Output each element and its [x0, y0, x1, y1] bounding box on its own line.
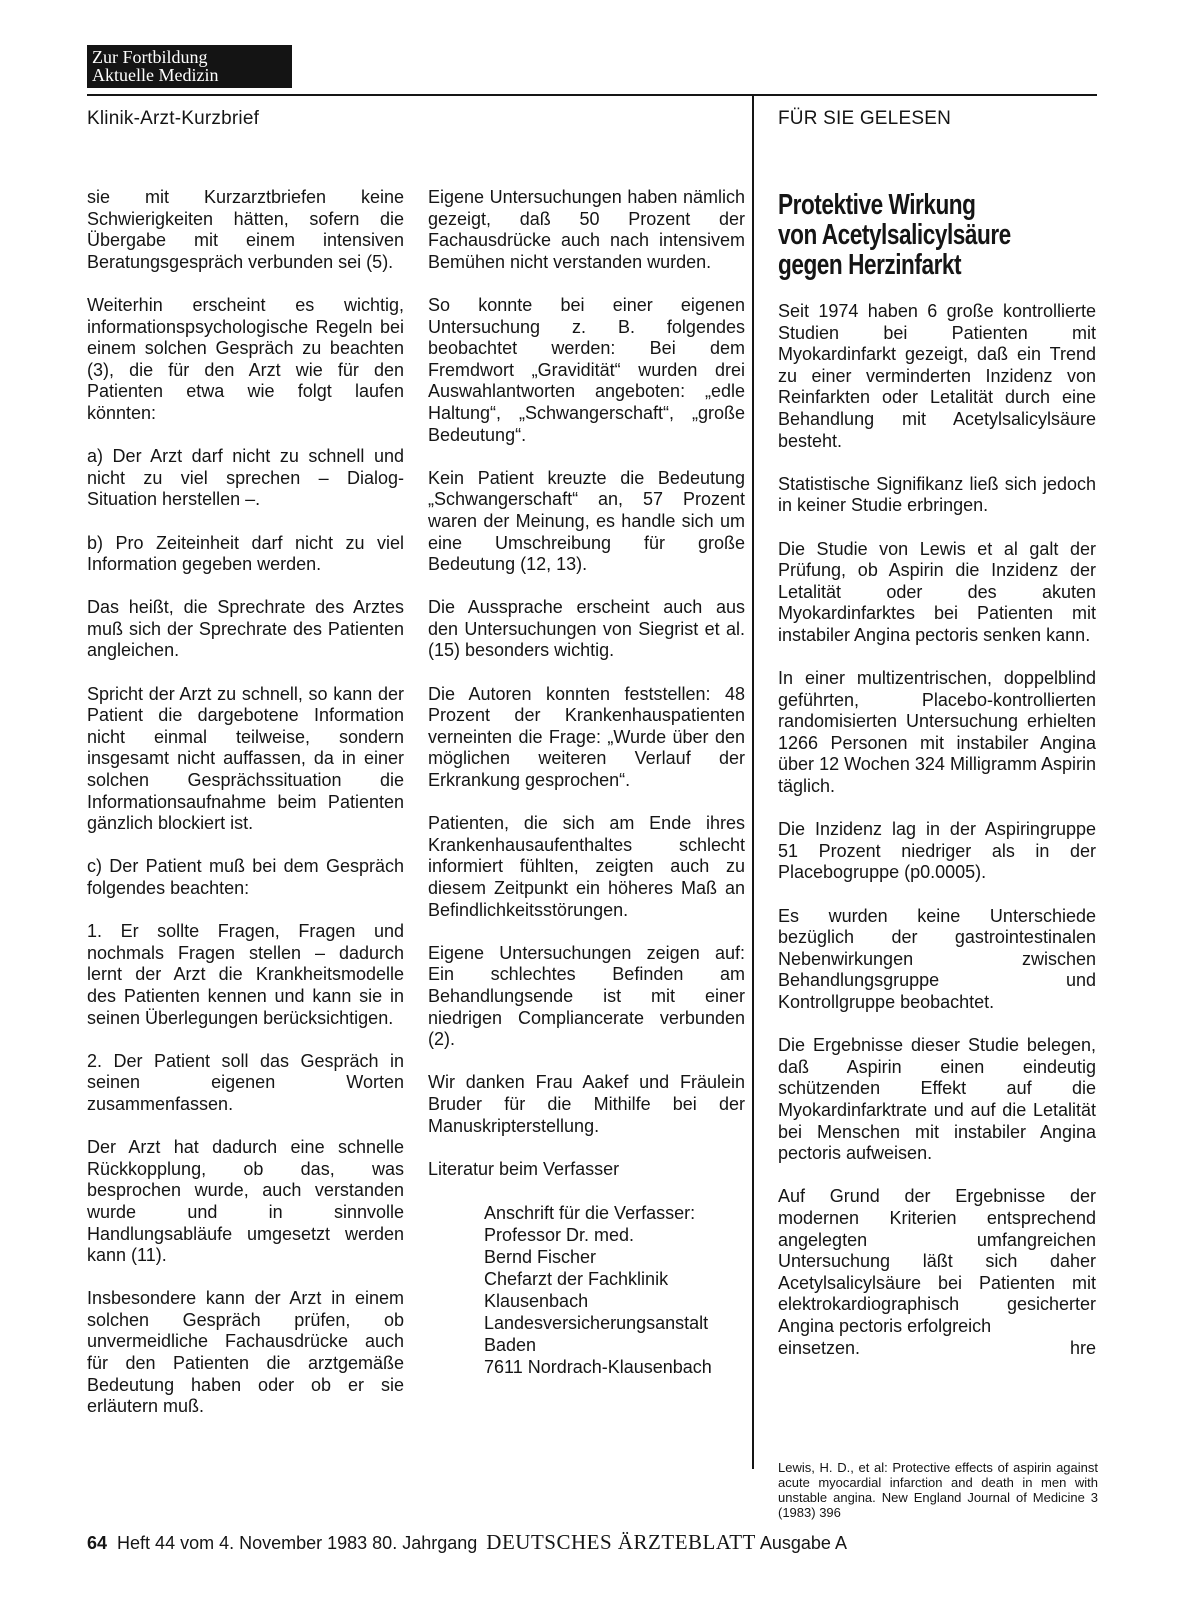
- paragraph: 1. Er sollte Fragen, Fragen und nochmals Fragen stellen – dadurch lernt der Arzt die Krankheitsmodelle des Patienten kennen und kann sie in seinen Überlegungen berücksichtigen.: [87, 921, 404, 1028]
- paragraph: Auf Grund der Ergebnisse der modernen Kriterien entsprechend angelegten umfangreichen Untersuchung läßt sich daher Acetylsalicylsäure bei Patienten mit elektrokardiographisch gesicherter Angina pectoris erfolgreich: [778, 1186, 1096, 1336]
- journal-name: DEUTSCHES ÄRZTEBLATT: [486, 1530, 756, 1554]
- paragraph: Eigene Untersuchungen zeigen auf: Ein schlechtes Befinden am Behandlungsende ist mit einer niedrigen Compliancerate verbunden (2).: [428, 942, 745, 1050]
- paragraph: Seit 1974 haben 6 große kontrollierte Studien bei Patienten mit Myokardinfarkt gezeigt, daß ein Trend zu einer verminderten Inzidenz von Reinfarkten oder Letalität durch eine Behandlung mit Acetylsalicylsäure besteht.: [778, 301, 1096, 451]
- paragraph: Patienten, die sich am Ende ihres Krankenhausaufenthaltes schlecht informiert fühlten, zeigten auch zu diesem Zeitpunkt ein höheres Maß an Befindlichkeitsstörungen.: [428, 813, 745, 920]
- section-title-right: FÜR SIE GELESEN: [778, 108, 951, 129]
- signoff-word: einsetzen.: [778, 1337, 861, 1358]
- headline-line: Protektive Wirkung: [778, 189, 976, 221]
- address-line: Landesversicherungsanstalt: [484, 1312, 709, 1333]
- paragraph: Eigene Untersuchungen haben nämlich gezeigt, daß 50 Prozent der Fachausdrücke auch nach intensivem Bemühen nicht verstanden wurden.: [428, 187, 745, 272]
- paragraph: Spricht der Arzt zu schnell, so kann der Patient die dargebotene Information nicht einmal teilweise, sondern insgesamt nicht auffassen, da in einer solchen Gesprächssituation die Informationsaufnahme beim Patienten gänzlich blockiert ist.: [87, 683, 404, 834]
- section-label-box: [87, 45, 292, 88]
- paragraph: Die Inzidenz lag in der Aspiringruppe 51 Prozent niedriger als in der Placebogruppe (p0.0005).: [778, 819, 1096, 883]
- label-line-2: Aktuelle Medizin: [92, 65, 219, 85]
- page-number: 64: [87, 1533, 108, 1553]
- literature-note: Literatur beim Verfasser: [428, 1158, 620, 1179]
- paragraph: b) Pro Zeiteinheit darf nicht zu viel Information gegeben werden.: [87, 532, 404, 575]
- paragraph: Wir danken Frau Aakef und Fräulein Bruder für die Mithilfe bei der Manuskripterstellung.: [428, 1072, 745, 1136]
- address-line: 7611 Nordrach-Klausenbach: [484, 1356, 712, 1377]
- paragraph: Es wurden keine Unterschiede bezüglich der gastrointestinalen Nebenwirkungen zwischen Behandlungsgruppe und Kontrollgruppe beobachtet.: [778, 905, 1096, 1012]
- paragraph: Der Arzt hat dadurch eine schnelle Rückkopplung, ob das, was besprochen wurde, auch verstanden wurde und in sinnvolle Handlungsabläufe umgesetzt werden kann (11).: [87, 1137, 404, 1266]
- issue-info: Heft 44 vom 4. November 1983 80. Jahrgang: [117, 1533, 478, 1553]
- paragraph: Weiterhin erscheint es wichtig, informationspsychologische Regeln bei einem solchen Gespräch zu beachten (3), die für den Arzt wie für den Patienten etwa wie folgt laufen könnten:: [87, 294, 404, 423]
- column-1: [87, 187, 404, 1439]
- paragraph: Das heißt, die Sprechrate des Arztes muß sich der Sprechrate des Patienten angleichen.: [87, 597, 404, 661]
- paragraph: Statistische Signifikanz ließ sich jedoch in keiner Studie erbringen.: [778, 473, 1096, 516]
- paragraph: Insbesondere kann der Arzt in einem solchen Gespräch prüfen, ob unvermeidliche Fachausdrücke auch für den Patienten die arztgemäße Bedeutung haben oder ob er sie erläutern muß.: [87, 1288, 404, 1417]
- edition: Ausgabe A: [759, 1533, 847, 1553]
- paragraph: Die Autoren konnten feststellen: 48 Prozent der Krankenhauspatienten verneinten die Frage: „Wurde über den möglichen weiteren Verlauf der Erkrankung gesprochen“.: [428, 683, 745, 791]
- address-line: Chefarzt der Fachklinik: [484, 1268, 669, 1289]
- paragraph: c) Der Patient muß bei dem Gespräch folgendes beachten:: [87, 856, 404, 898]
- column-divider: [752, 94, 754, 1469]
- paragraph: a) Der Arzt darf nicht zu schnell und nicht zu viel sprechen – Dialog-Situation herstellen –.: [87, 446, 404, 510]
- paragraph: sie mit Kurzarztbriefen keine Schwierigkeiten hätten, sofern die Übergabe mit einem intensiven Beratungsgespräch verbunden sei (5).: [87, 187, 404, 272]
- header-rule: [87, 94, 1097, 96]
- paragraph: So konnte bei einer eigenen Untersuchung z. B. folgendes beobachtet werden: Bei dem Fremdwort „Gravidität“ wurden drei Auswahlantworten angeboten: „edle Haltung“, „Schwangerschaft“, „große Bedeutung“.: [428, 294, 745, 445]
- section-title-left: Klinik-Arzt-Kurzbrief: [87, 108, 260, 129]
- article-headline: [778, 190, 1035, 280]
- paragraph: Kein Patient kreuzte die Bedeutung „Schwangerschaft“ an, 57 Prozent waren der Meinung, es handle sich um eine Umschreibung für große Bedeutung (12, 13).: [428, 467, 745, 575]
- author-initials: hre: [1069, 1337, 1096, 1358]
- paragraph: Die Studie von Lewis et al galt der Prüfung, ob Aspirin die Inzidenz der Letalität oder des akuten Myokardinfarktes bei Patienten mit instabiler Angina pectoris senken kann.: [778, 538, 1096, 645]
- column-2: [428, 187, 745, 1378]
- address-line: Klausenbach: [484, 1290, 589, 1311]
- reference-citation: Lewis, H. D., et al: Protective effects of aspirin against acute myocardial infarction and death in men with unstable angina. New England Journal of Medicine 3 (1983) 396: [778, 1460, 1098, 1520]
- headline-line: gegen Herzinfarkt: [778, 249, 962, 281]
- address-line: Anschrift für die Verfasser:: [484, 1202, 696, 1223]
- column-3: [778, 301, 1096, 1359]
- label-line-1: Zur Fortbildung: [92, 47, 208, 67]
- address-line: Baden: [484, 1334, 537, 1355]
- paragraph: 2. Der Patient soll das Gespräch in seinen eigenen Worten zusammenfassen.: [87, 1050, 404, 1114]
- page-footer: [87, 1530, 847, 1555]
- address-line: Bernd Fischer: [484, 1246, 597, 1267]
- headline-line: von Acetylsalicylsäure: [778, 219, 1011, 251]
- paragraph: Die Ergebnisse dieser Studie belegen, daß Aspirin einen eindeutig schützenden Effekt auf die Myokardinfarktrate und auf die Letalität bei Menschen mit instabiler Angina pectoris aufweisen.: [778, 1035, 1096, 1164]
- paragraph: In einer multizentrischen, doppelblind geführten, Placebo-kontrollierten randomisierten Untersuchung erhielten 1266 Personen mit instabiler Angina über 12 Wochen 324 Milligramm Aspirin täglich.: [778, 668, 1096, 797]
- address-line: Professor Dr. med.: [484, 1224, 635, 1245]
- paragraph: Die Aussprache erscheint auch aus den Untersuchungen von Siegrist et al. (15) besonders wichtig.: [428, 597, 745, 661]
- author-address: [428, 1202, 745, 1378]
- signoff-line: [778, 1338, 1096, 1360]
